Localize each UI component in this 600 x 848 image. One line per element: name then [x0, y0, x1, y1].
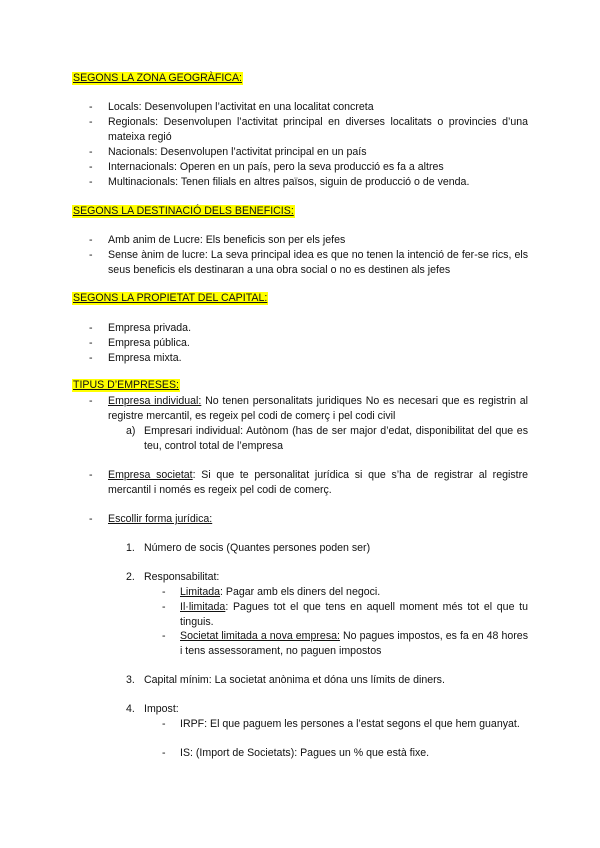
- bullet-dash: -: [89, 469, 93, 481]
- list-item: Internacionals: Operen en un país, pero la seva producció es fa a altres: [108, 161, 444, 173]
- list-item: Número de socis (Quantes persones poden ser): [144, 542, 371, 554]
- list-item: Nacionals: Desenvolupen l’activitat principal en un país: [108, 146, 367, 158]
- list-item: Multinacionals: Tenen filials en altres països, siguin de producció o de venda.: [108, 176, 470, 188]
- list-item: Empresari individual: Autònom (has de ser major d’edat, disponibilitat del que es teu, control total de l’empresa: [144, 425, 528, 452]
- list-number: 2.: [126, 571, 135, 583]
- definition-text: No tenen personalitats juridiques No es necesari que es registrin al registre mercantil, es regeix pel codi de comerç i pel codi civil: [108, 395, 528, 422]
- bullet-dash: -: [162, 747, 166, 759]
- term-empresa-societat: Empresa societat: [108, 469, 193, 481]
- bullet-dash: -: [89, 234, 93, 246]
- term-escollir-forma-juridica: Escollir forma jurídica:: [108, 513, 213, 525]
- list-item: Impost:: [144, 703, 179, 715]
- list-item: Locals: Desenvolupen l’activitat en una localitat concreta: [108, 101, 374, 113]
- bullet-dash: -: [162, 601, 166, 613]
- list-item: Empresa pública.: [108, 337, 190, 349]
- definition-text: : Pagar amb els diners del negoci.: [220, 586, 381, 598]
- list-item: Empresa privada.: [108, 322, 192, 334]
- term-societat-limitada-nova-empresa: Societat limitada a nova empresa:: [180, 630, 340, 642]
- bullet-dash: -: [89, 101, 93, 113]
- list-item: Amb anim de Lucre: Els beneficis son per els jefes: [108, 234, 346, 246]
- bullet-dash: -: [89, 176, 93, 188]
- list-item: Responsabilitat:: [144, 571, 220, 583]
- bullet-dash: -: [162, 718, 166, 730]
- definition-text: No pagues impostos, es fa en 48 hores i tens assessorament, no paguen impostos: [180, 630, 528, 657]
- bullet-dash: -: [89, 513, 93, 525]
- list-item: [180, 585, 528, 600]
- list-item: Regionals: Desenvolupen l’activitat principal en diverses localitats o provincies d’una mateixa regió: [108, 116, 528, 143]
- term-il-limitada: Il·limitada: [180, 601, 226, 613]
- heading-destinacio-beneficis: SEGONS LA DESTINACIÓ DELS BENEFICIS:: [73, 205, 294, 217]
- bullet-dash: -: [89, 249, 93, 261]
- bullet-dash: -: [89, 116, 93, 128]
- list-item-empresa-individual: [108, 394, 528, 423]
- list-item: Empresa mixta.: [108, 352, 182, 364]
- term-limitada: Limitada: [180, 586, 221, 598]
- list-item: Capital mínim: La societat anònima et dóna uns límits de diners.: [144, 674, 445, 686]
- bullet-dash: -: [162, 630, 166, 642]
- definition-text: : Pagues tot el que tens en aquell moment més tot el que tu tinguis.: [180, 601, 528, 628]
- bullet-dash: -: [162, 586, 166, 598]
- list-item: IRPF: El que paguem les persones a l’estat segons el que hem guanyat.: [180, 718, 520, 730]
- heading-tipus-empreses: TIPUS D’EMPRESES:: [73, 379, 179, 391]
- heading-propietat-capital: SEGONS LA PROPIETAT DEL CAPITAL:: [73, 292, 268, 304]
- term-empresa-individual: Empresa individual:: [108, 395, 202, 407]
- bullet-dash: -: [89, 322, 93, 334]
- bullet-dash: -: [89, 395, 93, 407]
- list-number: 3.: [126, 674, 135, 686]
- list-item: IS: (Import de Societats): Pagues un % que està fixe.: [180, 747, 430, 759]
- bullet-dash: -: [89, 161, 93, 173]
- list-item: Sense ànim de lucre: La seva principal idea es que no tenen la intenció de fer-se rics, els seus beneficis els destinaran a una obra social o no es destinen als jefes: [108, 249, 528, 276]
- list-number: 4.: [126, 703, 135, 715]
- bullet-dash: -: [89, 337, 93, 349]
- list-item-forma-juridica: [108, 512, 528, 527]
- list-item: [180, 600, 528, 629]
- definition-text: : Si que te personalitat jurídica si que s’ha de registrar al registre mercantil i només es regeix pel codi de comerç.: [108, 469, 529, 496]
- bullet-dash: -: [89, 146, 93, 158]
- list-marker: a): [126, 425, 136, 437]
- list-item: [180, 629, 528, 658]
- list-item-empresa-societat: [108, 468, 528, 497]
- bullet-dash: -: [89, 352, 93, 364]
- list-number: 1.: [126, 542, 135, 554]
- heading-zona-geografica: SEGONS LA ZONA GEOGRÀFICA:: [73, 72, 242, 84]
